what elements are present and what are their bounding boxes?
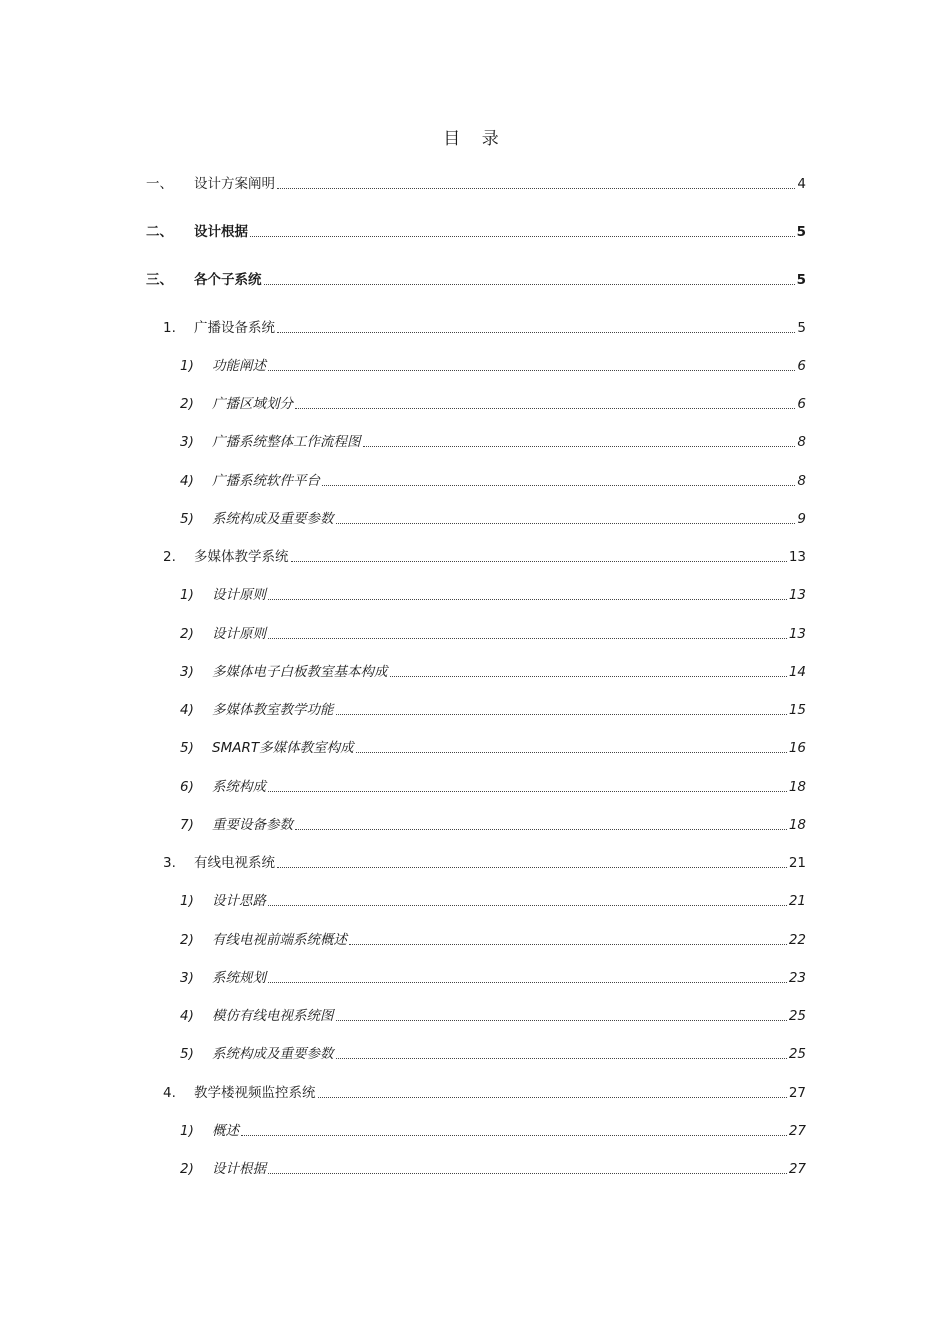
toc-entry-page-number: 4 (797, 176, 806, 192)
toc-entry[interactable] (0, 968, 950, 988)
toc-entry-number: 一、 (146, 176, 173, 192)
toc-entry-page-number: 14 (788, 664, 806, 680)
dot-leader (336, 1019, 787, 1021)
toc-entry-label: 多媒体教室教学功能 (212, 702, 334, 718)
toc-entry[interactable] (0, 624, 950, 644)
toc-entry[interactable] (0, 222, 950, 242)
toc-entry-page-number: 21 (788, 855, 806, 871)
toc-entry-page-number: 5 (796, 224, 806, 240)
toc-entry-page-number: 5 (796, 272, 806, 288)
toc-entry-label: 各个子系统 (194, 272, 262, 288)
toc-entry-label: 设计原则 (212, 587, 266, 603)
toc-entry-label: 系统规划 (212, 970, 266, 986)
toc-entry-page-number: 6 (797, 358, 806, 374)
toc-entry[interactable] (0, 585, 950, 605)
toc-entry-number: 三、 (146, 272, 173, 288)
dot-leader (268, 904, 787, 906)
toc-entry[interactable] (0, 432, 950, 452)
toc-entry-number: 5) (180, 511, 194, 527)
dot-leader (268, 598, 787, 600)
toc-entry[interactable] (0, 1121, 950, 1141)
dot-leader (295, 407, 795, 409)
toc-entry-label: 设计方案阐明 (194, 176, 275, 192)
toc-entry[interactable] (0, 930, 950, 950)
toc-entry-number: 5) (180, 1046, 194, 1062)
toc-entry-page-number: 8 (797, 473, 806, 489)
toc-entry[interactable] (0, 356, 950, 376)
toc-entry-page-number: 22 (788, 932, 806, 948)
toc-entry-number: 4) (180, 1008, 194, 1024)
toc-entry-page-number: 27 (788, 1161, 806, 1177)
toc-entry-number: 3) (180, 970, 194, 986)
toc-entry-label: 广播系统整体工作流程图 (212, 434, 361, 450)
dot-leader (322, 484, 795, 486)
toc-entry-label: 有线电视系统 (194, 855, 275, 871)
toc-entry-number: 2) (180, 626, 194, 642)
toc-entry[interactable] (0, 853, 950, 873)
dot-leader (268, 981, 787, 983)
dot-leader (241, 1134, 787, 1136)
dot-leader (336, 713, 787, 715)
dot-leader (318, 1096, 787, 1098)
toc-entry-number: 2) (180, 932, 194, 948)
toc-entry-label: 设计根据 (212, 1161, 266, 1177)
toc-entry-number: 4) (180, 473, 194, 489)
toc-entry-page-number: 13 (788, 626, 806, 642)
toc-entry[interactable] (0, 662, 950, 682)
toc-entry[interactable] (0, 1083, 950, 1103)
toc-entry-number: 1. (163, 320, 176, 336)
toc-entry[interactable] (0, 509, 950, 529)
toc-entry[interactable] (0, 700, 950, 720)
toc-entry-number: 1) (180, 1123, 194, 1139)
dot-leader (363, 445, 796, 447)
toc-entry[interactable] (0, 318, 950, 338)
dot-leader (336, 522, 796, 524)
toc-entry[interactable] (0, 547, 950, 567)
toc-entry-page-number: 25 (788, 1008, 806, 1024)
toc-entry-label: 设计根据 (194, 224, 248, 240)
toc-entry[interactable] (0, 738, 950, 758)
toc-entry[interactable] (0, 1159, 950, 1179)
toc-entry-page-number: 15 (788, 702, 806, 718)
toc-entry[interactable] (0, 270, 950, 290)
dot-leader (356, 751, 787, 753)
dot-leader (295, 828, 787, 830)
toc-entry-number: 4. (163, 1085, 176, 1101)
toc-entry-label: 多媒体教学系统 (194, 549, 289, 565)
dot-leader (349, 943, 787, 945)
toc-entry-number: 3. (163, 855, 176, 871)
toc-entry[interactable] (0, 394, 950, 414)
toc-entry-label: 广播系统软件平台 (212, 473, 320, 489)
toc-entry-page-number: 18 (788, 817, 806, 833)
toc-entry[interactable] (0, 777, 950, 797)
toc-entry-label: 广播区域划分 (212, 396, 293, 412)
toc-entry-label: 广播设备系统 (194, 320, 275, 336)
toc-entry-number: 7) (180, 817, 194, 833)
toc-entry-number: 5) (180, 740, 194, 756)
dot-leader (264, 283, 795, 285)
toc-entry-number: 1) (180, 358, 194, 374)
toc-entry[interactable] (0, 174, 950, 194)
toc-entry-label: 有线电视前端系统概述 (212, 932, 347, 948)
toc-entry-label: 系统构成及重要参数 (212, 1046, 334, 1062)
dot-leader (390, 675, 787, 677)
toc-entry-label: 概述 (212, 1123, 239, 1139)
toc-entry[interactable] (0, 1006, 950, 1026)
toc-entry-number: 2) (180, 396, 194, 412)
toc-entry-label: 设计思路 (212, 893, 266, 909)
dot-leader (268, 1172, 787, 1174)
toc-entry[interactable] (0, 1044, 950, 1064)
toc-title: 目 录 (443, 129, 507, 149)
toc-entry-label: 系统构成及重要参数 (212, 511, 334, 527)
dot-leader (268, 369, 795, 371)
dot-leader (250, 235, 795, 237)
dot-leader (277, 866, 787, 868)
toc-entry-number: 4) (180, 702, 194, 718)
toc-entry[interactable] (0, 891, 950, 911)
toc-entry-number: 3) (180, 664, 194, 680)
toc-entry-page-number: 25 (788, 1046, 806, 1062)
toc-entry-label: 系统构成 (212, 779, 266, 795)
toc-entry-page-number: 9 (797, 511, 806, 527)
toc-entry[interactable] (0, 471, 950, 491)
toc-entry-label: 教学楼视频监控系统 (194, 1085, 316, 1101)
toc-entry-number: 二、 (146, 224, 173, 240)
toc-entry-page-number: 13 (788, 549, 806, 565)
dot-leader (268, 790, 787, 792)
toc-entry-number: 3) (180, 434, 194, 450)
toc-entry[interactable] (0, 815, 950, 835)
toc-entry-page-number: 13 (788, 587, 806, 603)
toc-entry-number: 6) (180, 779, 194, 795)
toc-entry-label: 功能阐述 (212, 358, 266, 374)
toc-entry-page-number: 27 (788, 1085, 806, 1101)
toc-entry-page-number: 6 (797, 396, 806, 412)
toc-entry-number: 1) (180, 587, 194, 603)
dot-leader (291, 560, 787, 562)
dot-leader (268, 637, 787, 639)
toc-entry-number: 2) (180, 1161, 194, 1177)
toc-entry-page-number: 8 (797, 434, 806, 450)
toc-entry-page-number: 23 (788, 970, 806, 986)
toc-entry-page-number: 5 (797, 320, 806, 336)
dot-leader (277, 331, 795, 333)
toc-entry-page-number: 27 (788, 1123, 806, 1139)
toc-entry-number: 2. (163, 549, 176, 565)
toc-entry-label: 模仿有线电视系统图 (212, 1008, 334, 1024)
toc-entry-label: 多媒体电子白板教室基本构成 (212, 664, 388, 680)
toc-entry-label: SMART多媒体教室构成 (212, 740, 354, 756)
toc-entry-label: 设计原则 (212, 626, 266, 642)
toc-entry-page-number: 21 (788, 893, 806, 909)
dot-leader (277, 187, 795, 189)
toc-entry-page-number: 18 (788, 779, 806, 795)
toc-entry-page-number: 16 (788, 740, 806, 756)
toc-entry-label: 重要设备参数 (212, 817, 293, 833)
dot-leader (336, 1057, 787, 1059)
toc-entry-number: 1) (180, 893, 194, 909)
